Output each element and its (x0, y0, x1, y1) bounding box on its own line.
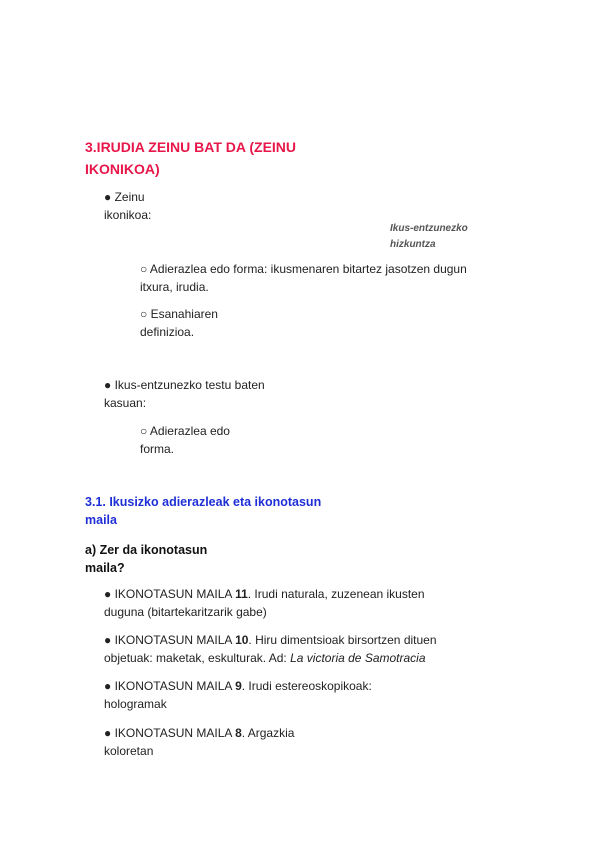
level-item-line2: koloretan (104, 744, 154, 758)
section-3-1-heading-line1: 3.1. Ikusizko adierazleak eta ikonotasun (85, 495, 322, 509)
level-number: 9 (235, 679, 242, 693)
level-item-line2: duguna (bitartekaritzarik gabe) (104, 605, 267, 619)
section-3-1-heading (85, 493, 321, 529)
section-3-heading-line1: 3.IRUDIA ZEINU BAT DA (ZEINU (85, 139, 297, 155)
question-a (85, 541, 207, 577)
bullet-zeinu-ikonikoa (104, 188, 151, 224)
level-item-line1: ● IKONOTASUN MAILA 8. Argazkia (104, 726, 295, 740)
side-note-line1: Ikus-entzunezko (390, 223, 468, 234)
question-a-line2: maila? (85, 561, 125, 575)
level-number: 11 (235, 587, 248, 601)
bullet-ikus-line1: ● Ikus-entzunezko testu baten (104, 378, 265, 392)
sub-esanahia-line2: definizioa. (140, 325, 195, 339)
sub-esanahia-line1: ○ Esanahiaren (140, 307, 218, 321)
question-a-line1: a) Zer da ikonotasun (85, 543, 208, 557)
artwork-title: La victoria de Samotracia (290, 651, 426, 665)
bullet-zeinu-line2: ikonikoa: (104, 208, 152, 222)
bullet-ikus-line2: kasuan: (104, 396, 147, 410)
level-item-line2: hologramak (104, 697, 167, 711)
section-3-heading-line2: IKONIKOA) (85, 161, 160, 177)
section-3-1-heading-line2: maila (85, 513, 117, 527)
level-item-line1: ● IKONOTASUN MAILA 11. Irudi naturala, zuzenean ikusten (104, 587, 425, 601)
sub-bullet-esanahia (140, 305, 218, 341)
sub-bullet-adierazlea-2 (140, 422, 230, 458)
level-item-line2: objetuak: maketak, eskulturak. Ad: La victoria de Samotracia (104, 651, 426, 665)
sub-adierazlea-line2: itxura, irudia. (140, 280, 209, 294)
sub-adierazlea-line1: ○ Adierazlea edo forma: ikusmenaren bitartez jasotzen dugun (140, 262, 467, 276)
sub-adierazlea2-line2: forma. (140, 442, 175, 456)
bullet-ikus-entzunezko (104, 376, 265, 412)
section-3-heading (85, 136, 296, 180)
bullet-zeinu-line1: ● Zeinu (104, 190, 145, 204)
side-note-line2: hizkuntza (390, 239, 436, 250)
level-item (104, 724, 294, 760)
level-number: 8 (235, 726, 242, 740)
sub-bullet-adierazlea (140, 260, 467, 296)
level-item (104, 677, 372, 713)
level-item-line1: ● IKONOTASUN MAILA 10. Hiru dimentsioak birsortzen dituen (104, 633, 437, 647)
level-item (104, 585, 425, 621)
sub-adierazlea2-line1: ○ Adierazlea edo (140, 424, 230, 438)
level-number: 10 (235, 633, 249, 647)
level-item-line1: ● IKONOTASUN MAILA 9. Irudi estereoskopikoak: (104, 679, 372, 693)
side-note (390, 221, 468, 253)
level-item (104, 631, 437, 667)
